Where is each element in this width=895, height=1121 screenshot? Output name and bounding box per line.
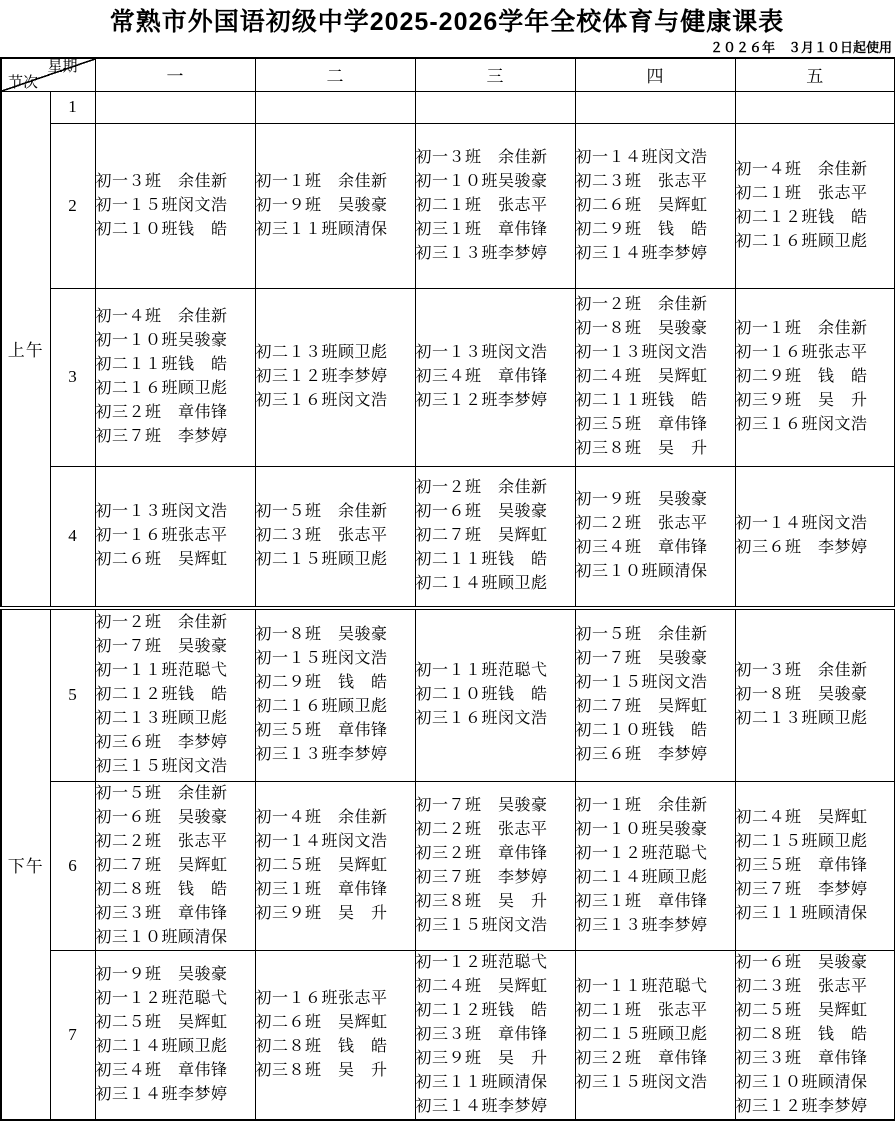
table-row <box>1 781 895 950</box>
class-entry: 初二１１班钱 皓 <box>575 392 708 409</box>
class-entry: 初二１６班顾卫彪 <box>255 698 388 716</box>
class-entry: 初一４班 余佳新 <box>735 160 868 178</box>
class-entry: 初一１４班闵文浩 <box>255 832 388 850</box>
class-entry: 初一１４班闵文浩 <box>575 148 708 166</box>
schedule-cell <box>415 288 575 466</box>
class-entry: 初三３班 章伟锋 <box>95 904 228 922</box>
class-entry: 初一５班 余佳新 <box>575 626 708 644</box>
class-entry: 初二１２班钱 皓 <box>415 1001 548 1019</box>
class-entry: 初一６班 吴骏豪 <box>735 953 868 971</box>
schedule-cell <box>255 123 415 288</box>
class-entry: 初三１４班李梦婷 <box>575 244 708 262</box>
schedule-cell <box>95 91 255 123</box>
schedule-cell <box>415 466 575 608</box>
class-entry: 初二１４班顾卫彪 <box>95 1037 228 1055</box>
class-entry: 初一２班 余佳新 <box>415 479 548 497</box>
class-entry: 初三７班 李梦婷 <box>735 880 868 898</box>
schedule-cell <box>255 950 415 1120</box>
corner-label-weekday: 星期 <box>47 59 78 75</box>
class-entry: 初三１班 章伟锋 <box>415 220 548 238</box>
class-entry: 初三６班 李梦婷 <box>575 746 708 764</box>
table-row <box>1 950 895 1120</box>
class-entry: 初三２班 章伟锋 <box>575 1049 708 1067</box>
day-header: 五 <box>735 58 895 91</box>
schedule-cell <box>575 123 735 288</box>
class-entry: 初一１５班闵文浩 <box>575 674 708 692</box>
schedule-cell <box>415 781 575 950</box>
period-number: 3 <box>50 288 95 466</box>
class-entry: 初一６班 吴骏豪 <box>95 808 228 826</box>
schedule-cell <box>415 608 575 781</box>
class-entry: 初一６班 吴骏豪 <box>415 503 548 521</box>
class-entry: 初二８班 钱 皓 <box>95 880 228 898</box>
class-entry: 初二９班 钱 皓 <box>575 220 708 238</box>
class-entry: 初二１２班钱 皓 <box>735 208 868 226</box>
schedule-cell <box>415 91 575 123</box>
class-entry: 初一１３班闵文浩 <box>415 344 548 361</box>
class-entry: 初三６班 李梦婷 <box>735 539 868 557</box>
class-entry: 初二３班 张志平 <box>735 977 868 995</box>
day-header: 一 <box>95 58 255 91</box>
class-entry: 初二１５班顾卫彪 <box>735 832 868 850</box>
class-entry: 初二１０班钱 皓 <box>415 686 548 704</box>
schedule-cell <box>575 608 735 781</box>
class-entry: 初三１４班李梦婷 <box>95 1085 228 1103</box>
class-entry: 初二５班 吴辉虹 <box>735 1001 868 1019</box>
class-entry: 初二１４班顾卫彪 <box>575 868 708 886</box>
class-entry: 初一４班 余佳新 <box>255 808 388 826</box>
schedule-cell <box>95 466 255 608</box>
class-entry: 初三１６班闵文浩 <box>415 710 548 728</box>
schedule-cell <box>735 288 895 466</box>
class-entry: 初一７班 吴骏豪 <box>575 650 708 668</box>
class-entry: 初二８班 钱 皓 <box>255 1037 388 1055</box>
schedule-cell <box>735 466 895 608</box>
schedule-cell <box>735 91 895 123</box>
schedule-cell <box>255 288 415 466</box>
class-entry: 初三１０班顾清保 <box>575 563 708 581</box>
class-entry: 初一１班 余佳新 <box>735 320 868 337</box>
class-entry: 初二１３班顾卫彪 <box>95 710 228 728</box>
class-entry: 初二２班 张志平 <box>575 515 708 533</box>
class-entry: 初二５班 吴辉虹 <box>255 856 388 874</box>
class-entry: 初一９班 吴骏豪 <box>255 196 388 214</box>
class-entry: 初二１３班顾卫彪 <box>735 710 868 728</box>
class-entry: 初一３班 余佳新 <box>415 148 548 166</box>
class-entry: 初二１２班钱 皓 <box>95 686 228 704</box>
schedule-cell <box>735 123 895 288</box>
period-number: 6 <box>50 781 95 950</box>
class-entry: 初一１１班范聪弋 <box>415 662 548 680</box>
effective-date: ２０２６年 ３月１０日起使用 <box>709 40 892 55</box>
class-entry: 初三１０班顾清保 <box>735 1073 868 1091</box>
schedule-cell <box>415 950 575 1120</box>
class-entry: 初一１１班范聪弋 <box>95 662 228 680</box>
class-entry: 初三１６班闵文浩 <box>735 416 868 433</box>
class-entry: 初二６班 吴辉虹 <box>575 196 708 214</box>
schedule-cell <box>95 288 255 466</box>
class-entry: 初一１２班范聪弋 <box>575 844 708 862</box>
class-entry: 初三１１班顾清保 <box>255 220 388 238</box>
class-entry: 初二２班 张志平 <box>415 820 548 838</box>
class-entry: 初二９班 钱 皓 <box>735 368 868 385</box>
class-entry: 初三１２班李梦婷 <box>255 368 388 385</box>
header-row <box>1 58 895 91</box>
class-entry: 初一５班 余佳新 <box>95 784 228 802</box>
schedule-cell <box>95 950 255 1120</box>
class-entry: 初三１４班李梦婷 <box>415 1097 548 1115</box>
class-entry: 初二１５班顾卫彪 <box>255 551 388 569</box>
class-entry: 初一１５班闵文浩 <box>255 650 388 668</box>
schedule-cell <box>735 950 895 1120</box>
page-title: 常熟市外国语初级中学2025-2026学年全校体育与健康课表 <box>109 8 785 36</box>
class-entry: 初二１班 张志平 <box>415 196 548 214</box>
class-entry: 初二９班 钱 皓 <box>255 674 388 692</box>
class-entry: 初三６班 李梦婷 <box>95 734 228 752</box>
schedule-cell <box>575 466 735 608</box>
class-entry: 初一１０班吴骏豪 <box>575 820 708 838</box>
day-header: 二 <box>255 58 415 91</box>
class-entry: 初一１０班吴骏豪 <box>415 172 548 190</box>
table-row <box>1 608 895 781</box>
day-header: 三 <box>415 58 575 91</box>
period-number: 5 <box>50 608 95 781</box>
schedule-cell <box>575 781 735 950</box>
class-entry: 初二１０班钱 皓 <box>95 220 228 238</box>
class-entry: 初三７班 李梦婷 <box>415 868 548 886</box>
schedule-cell <box>255 781 415 950</box>
schedule-cell <box>575 91 735 123</box>
class-entry: 初三２班 章伟锋 <box>415 844 548 862</box>
schedule-cell <box>415 123 575 288</box>
class-entry: 初一１６班张志平 <box>735 344 868 361</box>
class-entry: 初一１４班闵文浩 <box>735 515 868 533</box>
schedule-cell <box>95 123 255 288</box>
class-entry: 初一７班 吴骏豪 <box>95 638 228 656</box>
class-entry: 初三１３班李梦婷 <box>255 746 388 764</box>
class-entry: 初二１３班顾卫彪 <box>255 344 388 361</box>
class-entry: 初二１５班顾卫彪 <box>575 1025 708 1043</box>
class-entry: 初一９班 吴骏豪 <box>575 491 708 509</box>
class-entry: 初三４班 章伟锋 <box>415 368 548 385</box>
schedule-cell <box>255 608 415 781</box>
class-entry: 初二３班 张志平 <box>575 172 708 190</box>
class-entry: 初二３班 张志平 <box>255 527 388 545</box>
schedule-cell <box>95 781 255 950</box>
period-number: 1 <box>50 91 95 123</box>
class-entry: 初一５班 余佳新 <box>255 503 388 521</box>
class-entry: 初一１６班张志平 <box>255 989 388 1007</box>
class-entry: 初三９班 吴 升 <box>415 1049 548 1067</box>
class-entry: 初三３班 章伟锋 <box>735 1049 868 1067</box>
class-entry: 初三１５班闵文浩 <box>95 758 228 776</box>
class-entry: 初三１２班李梦婷 <box>415 392 548 409</box>
period-number: 2 <box>50 123 95 288</box>
schedule-cell <box>95 608 255 781</box>
class-entry: 初二１４班顾卫彪 <box>415 575 548 593</box>
class-entry: 初一３班 余佳新 <box>95 172 228 190</box>
class-entry: 初三７班 李梦婷 <box>95 428 228 445</box>
class-entry: 初一２班 余佳新 <box>95 614 228 632</box>
class-entry: 初二６班 吴辉虹 <box>95 551 228 569</box>
schedule-cell <box>575 950 735 1120</box>
class-entry: 初一３班 余佳新 <box>735 662 868 680</box>
schedule-cell <box>735 608 895 781</box>
table-row <box>1 91 895 123</box>
class-entry: 初一１５班闵文浩 <box>95 196 228 214</box>
class-entry: 初二２班 张志平 <box>95 832 228 850</box>
class-entry: 初三１１班顾清保 <box>735 904 868 922</box>
class-entry: 初二７班 吴辉虹 <box>415 527 548 545</box>
class-entry: 初二４班 吴辉虹 <box>575 368 708 385</box>
class-entry: 初二４班 吴辉虹 <box>735 808 868 826</box>
class-entry: 初一８班 吴骏豪 <box>735 686 868 704</box>
schedule-cell <box>735 781 895 950</box>
class-entry: 初三４班 章伟锋 <box>575 539 708 557</box>
class-entry: 初三１６班闵文浩 <box>255 392 388 409</box>
class-entry: 初三１１班顾清保 <box>415 1073 548 1091</box>
class-entry: 初一１班 余佳新 <box>575 796 708 814</box>
class-entry: 初二７班 吴辉虹 <box>95 856 228 874</box>
class-entry: 初二８班 钱 皓 <box>735 1025 868 1043</box>
schedule-cell <box>575 288 735 466</box>
class-entry: 初三１３班李梦婷 <box>575 916 708 934</box>
section-label: 下午 <box>1 608 50 1120</box>
class-entry: 初三１０班顾清保 <box>95 928 228 946</box>
class-entry: 初三９班 吴 升 <box>255 904 388 922</box>
class-entry: 初一８班 吴骏豪 <box>255 626 388 644</box>
class-entry: 初二１班 张志平 <box>575 1001 708 1019</box>
class-entry: 初一２班 余佳新 <box>575 296 708 313</box>
class-entry: 初一１３班闵文浩 <box>575 344 708 361</box>
class-entry: 初三５班 章伟锋 <box>575 416 708 433</box>
class-entry: 初二１班 张志平 <box>735 184 868 202</box>
class-entry: 初一１２班范聪弋 <box>95 989 228 1007</box>
class-entry: 初一１１班范聪弋 <box>575 977 708 995</box>
class-entry: 初三４班 章伟锋 <box>95 1061 228 1079</box>
schedule-cell <box>255 91 415 123</box>
period-number: 7 <box>50 950 95 1120</box>
class-entry: 初二７班 吴辉虹 <box>575 698 708 716</box>
class-entry: 初二６班 吴辉虹 <box>255 1013 388 1031</box>
class-entry: 初三２班 章伟锋 <box>95 404 228 421</box>
class-entry: 初三８班 吴 升 <box>415 892 548 910</box>
class-entry: 初一８班 吴骏豪 <box>575 320 708 337</box>
class-entry: 初一４班 余佳新 <box>95 308 228 325</box>
class-entry: 初一１３班闵文浩 <box>95 503 228 521</box>
table-row <box>1 123 895 288</box>
class-entry: 初一１６班张志平 <box>95 527 228 545</box>
class-entry: 初三３班 章伟锋 <box>415 1025 548 1043</box>
class-entry: 初二１１班钱 皓 <box>95 356 228 373</box>
class-entry: 初三１５班闵文浩 <box>415 916 548 934</box>
class-entry: 初三５班 章伟锋 <box>255 722 388 740</box>
period-number: 4 <box>50 466 95 608</box>
class-entry: 初二５班 吴辉虹 <box>95 1013 228 1031</box>
class-entry: 初一９班 吴骏豪 <box>95 965 228 983</box>
section-label: 上午 <box>1 91 50 608</box>
corner-cell <box>1 58 95 91</box>
class-entry: 初三５班 章伟锋 <box>735 856 868 874</box>
timetable <box>0 57 895 1121</box>
class-entry: 初三８班 吴 升 <box>255 1061 388 1079</box>
table-row <box>1 288 895 466</box>
class-entry: 初二１６班顾卫彪 <box>735 232 868 250</box>
class-entry: 初二１６班顾卫彪 <box>95 380 228 397</box>
class-entry: 初三８班 吴 升 <box>575 440 708 457</box>
class-entry: 初三９班 吴 升 <box>735 392 868 409</box>
class-entry: 初一１２班范聪弋 <box>415 953 548 971</box>
class-entry: 初三１２班李梦婷 <box>735 1097 868 1115</box>
class-entry: 初三１３班李梦婷 <box>415 244 548 262</box>
class-entry: 初三１５班闵文浩 <box>575 1073 708 1091</box>
class-entry: 初二４班 吴辉虹 <box>415 977 548 995</box>
class-entry: 初一７班 吴骏豪 <box>415 796 548 814</box>
table-row <box>1 466 895 608</box>
corner-label-period: 节次 <box>8 74 39 91</box>
timetable-page <box>0 7 894 1121</box>
class-entry: 初三１班 章伟锋 <box>575 892 708 910</box>
schedule-cell <box>255 466 415 608</box>
class-entry: 初二１０班钱 皓 <box>575 722 708 740</box>
day-header: 四 <box>575 58 735 91</box>
class-entry: 初三１班 章伟锋 <box>255 880 388 898</box>
class-entry: 初二１１班钱 皓 <box>415 551 548 569</box>
class-entry: 初一１班 余佳新 <box>255 172 388 190</box>
class-entry: 初一１０班吴骏豪 <box>95 332 228 349</box>
